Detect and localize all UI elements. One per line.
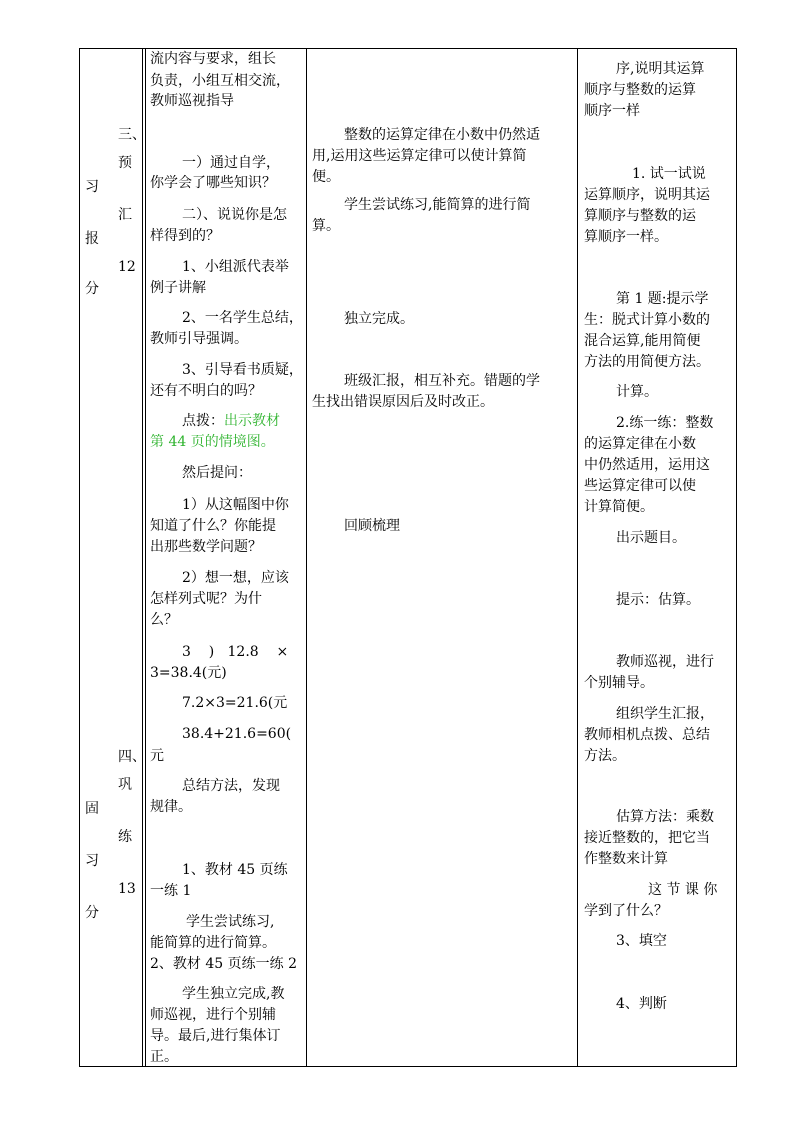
text-line: 流内容与要求，组长 [150,51,276,67]
text-line: 能简算的进行简算。 [150,935,276,951]
text-line: 估算方法：乘数 [616,809,714,825]
text-line: 教师巡视指导 [150,93,234,109]
text-line: 班级汇报，相互补充。错题的学 [344,373,540,389]
stage-label-char: 预 [118,155,132,171]
text-line: 提示：估算。 [616,592,700,608]
text-line: 1. 试一试说 [632,166,706,182]
stage-number: 四、 [118,749,146,765]
stage-number: 三、 [118,127,146,143]
text-line: 2）想一想，应该 [182,570,289,586]
text-line: 负责，小组互相交流， [150,73,290,89]
calc-line: 3=38.4(元) [150,665,227,681]
text-line: 二）、说说你是怎 [182,207,287,223]
text-line: 3、引导看书质疑， [182,362,303,378]
text-line: 还有不明白的吗？ [150,383,262,399]
text-line: 规律。 [150,799,192,815]
text-line: 然后提问： [182,465,252,481]
text-line: 第 1 题:提示学 [616,291,709,307]
text-line: 学生尝试练习,能简算的进行简 [344,197,531,213]
calc-line: 元 [150,748,164,764]
text-line: 生：脱式计算小数的 [584,312,710,328]
text-line: 1）从这幅图中你 [182,497,289,513]
text-line: 接近整数的，把它当 [584,830,710,846]
stage-label-char: 练 [118,829,132,845]
table-col-border [79,48,80,1067]
table-col-border [142,48,143,1067]
text-line: 教师巡视，进行 [616,654,714,670]
text-line: 回顾梳理 [344,518,400,534]
text-line: 师巡视，进行个别辅 [150,1007,276,1023]
text-line: 你学会了哪些知识？ [150,175,276,191]
text-line: 混合运算,能用简便 [584,333,701,349]
text-line: 教师引导强调。 [150,331,248,347]
text-line: 算顺序与整数的运 [584,208,696,224]
text-line: 用,运用这些运算定律可以使计算简 [312,148,527,164]
text-line: 方法的用简便方法。 [584,354,710,370]
stage-label-char: 报 [85,231,99,247]
text-line: 样得到的？ [150,228,220,244]
text-line: 计算简便。 [584,499,654,515]
text-line: 些运算定律可以使 [584,478,696,494]
text-line: 出那些数学问题？ [150,539,262,555]
text-line: 运算顺序，说明其运 [584,187,710,203]
text-line: 导。最后,进行集体订 [150,1028,281,1044]
stage-label-char: 巩 [118,777,132,793]
text-line: 顺序一样 [584,103,640,119]
text-line: 独立完成。 [344,311,414,327]
text-line: 正。 [150,1049,178,1065]
text-line: 算。 [312,218,340,234]
calc-line: 3 ) 12.8 × [182,644,289,660]
text-line: 2、教材 45 页练一练 2 [150,956,297,972]
stage-label-char: 汇 [118,207,132,223]
text-line: 怎样列式呢？为什 [150,591,262,607]
hint-text: 第 44 页的情境图。 [150,434,275,450]
text-line: 2.练一练：整数 [616,415,714,431]
text-line: 出示题目。 [616,530,686,546]
text-line: 学生独立完成,教 [182,986,285,1002]
calc-line: 38.4+21.6=60( [182,726,292,742]
text-line: 教师相机点拨、总结 [584,727,710,743]
text-line: 例子讲解 [150,280,206,296]
text-line: 4、判断 [616,996,667,1012]
table-col-border [306,48,307,1067]
text-line: 1、小组派代表举 [182,259,289,275]
text-line: 2、一名学生总结， [182,310,303,326]
text-line: 计算。 [616,384,658,400]
text-line: 这 节 课 你 [648,882,718,898]
text-line: 方法。 [584,748,626,764]
stage-label-char: 习 [85,853,99,869]
text-line: 学生尝试练习, [186,914,275,930]
text-line: 么？ [150,612,178,628]
text-line: 的运算定律在小数 [584,436,696,452]
calc-line: 7.2×3=21.6(元 [182,695,288,711]
stage-label-char: 分 [85,905,99,921]
text-line: 算顺序一样。 [584,229,668,245]
text-line: 学到了什么？ [584,903,668,919]
text-line [182,410,280,432]
text-line: 中仍然适用，运用这 [584,457,710,473]
text-line: 整数的运算定律在小数中仍然适 [344,127,540,143]
table-col-border [145,48,146,1067]
text-line: 生找出错误原因后及时改正。 [312,394,494,410]
stage-label-char: 分 [85,281,99,297]
stage-minutes: 12 [118,259,136,275]
text-line: 一练 1 [150,883,192,899]
text-line: 组织学生汇报， [616,706,714,722]
table-col-border [736,48,737,1067]
table-col-border [577,48,578,1067]
text-line: 知道了什么？你能提 [150,518,276,534]
text-line: 一）通过自学， [182,155,280,171]
hint-label: 点拨： [182,413,224,429]
text-line: 便。 [312,169,340,185]
stage-label-char: 习 [85,179,99,195]
text-line: 序,说明其运算 [616,61,705,77]
text-line: 1、教材 45 页练 [182,862,288,878]
text-line: 作整数来计算 [584,851,668,867]
stage-minutes: 13 [118,881,136,897]
text-line: 个别辅导。 [584,675,654,691]
text-line: 总结方法，发现 [182,778,280,794]
text-line: 3、填空 [616,933,667,949]
hint-text: 出示教材 [224,413,280,429]
stage-label-char: 固 [85,801,99,817]
text-line: 顺序与整数的运算 [584,82,696,98]
